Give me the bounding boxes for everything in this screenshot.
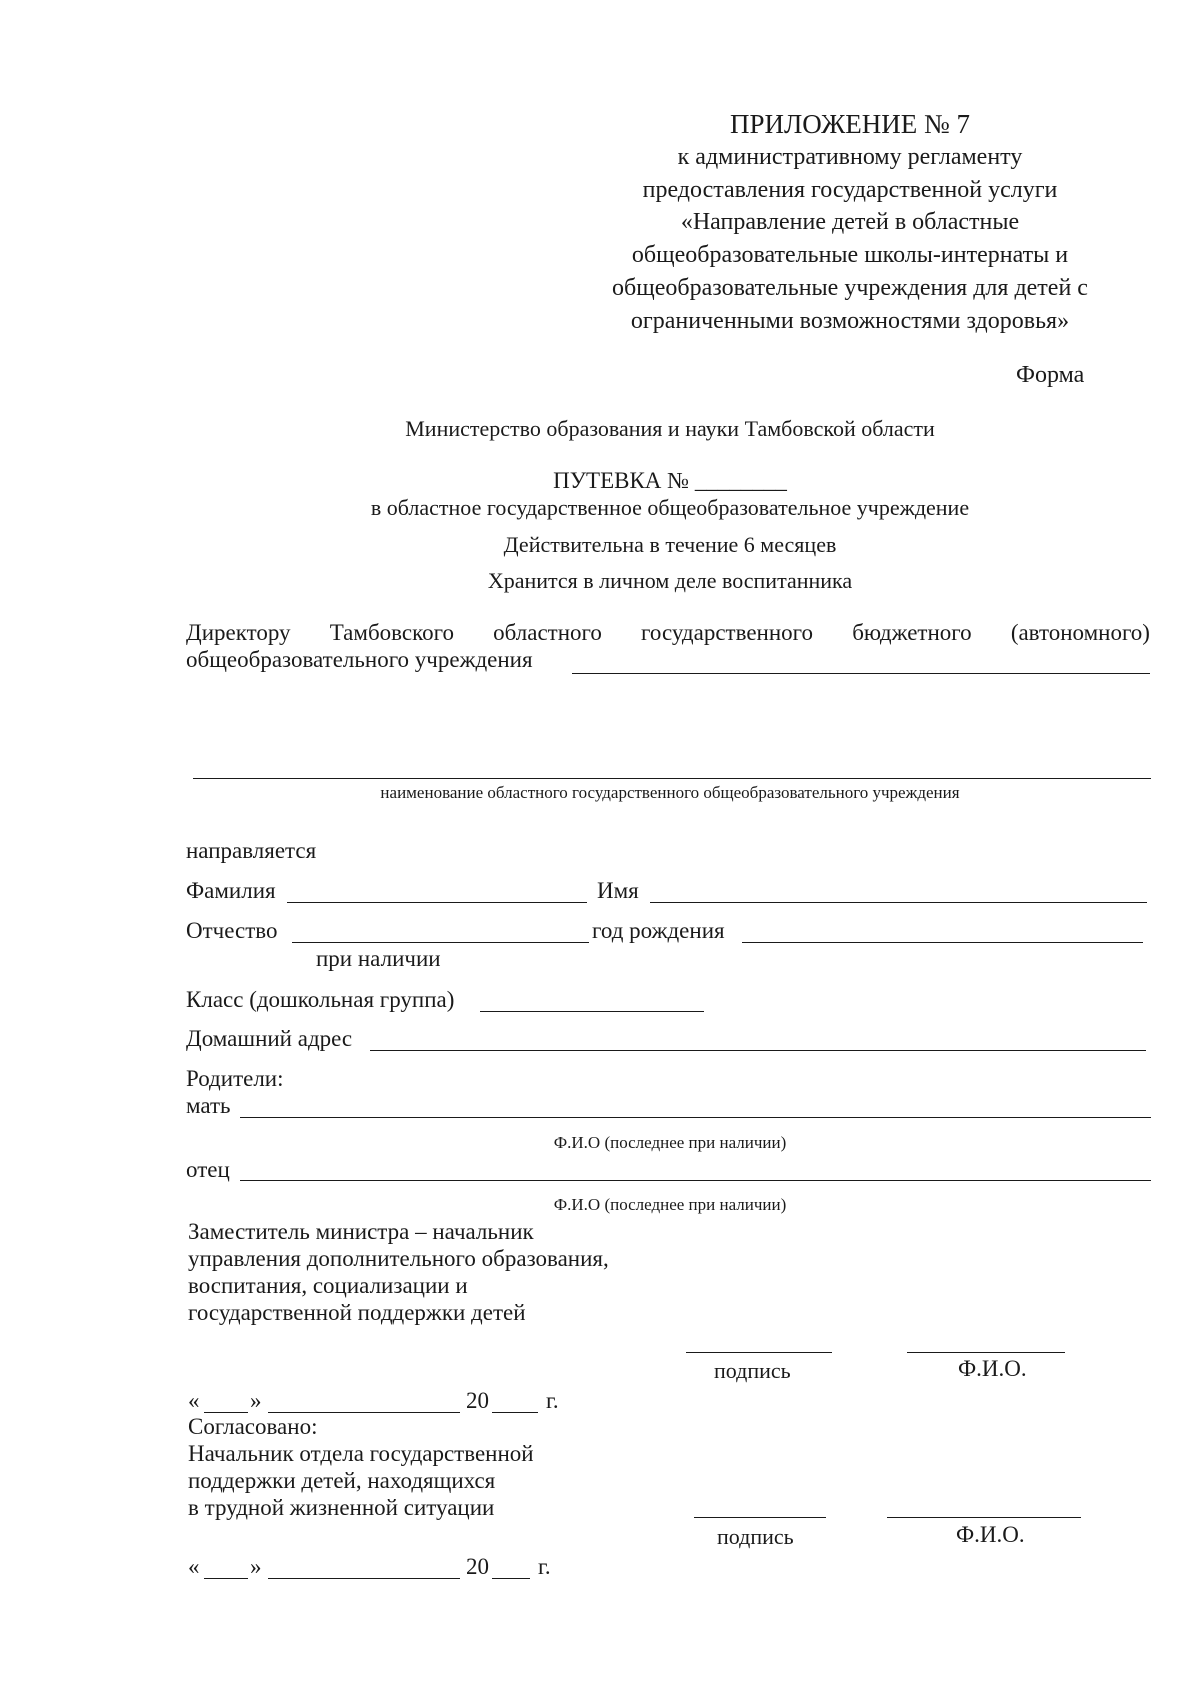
date-century: 20 [466,1388,489,1413]
institution-name-field[interactable] [193,778,1151,779]
mother-label: мать [186,1093,231,1118]
date-close-quote: » [250,1554,262,1579]
director-word: государственного [641,620,814,645]
agreed-line: Начальник отдела государственной [188,1441,534,1466]
date-month-field[interactable] [268,1412,460,1413]
director-institution-label: общеобразовательного учреждения [186,647,533,672]
director-word: областного [493,620,602,645]
voucher-number-blank: ________ [694,468,787,493]
parents-label: Родители: [186,1066,284,1091]
date-day-field[interactable] [204,1578,248,1579]
appendix-line: «Направление детей в областные [680,209,1020,236]
address-field[interactable] [370,1050,1146,1051]
agreed-label: Согласовано: [188,1414,318,1439]
deputy-fio-field[interactable] [907,1352,1065,1353]
deputy-line: Заместитель министра – начальник [188,1219,534,1244]
patronymic-label: Отчество [186,918,278,943]
surname-label: Фамилия [186,878,276,903]
voucher-validity: Действительна в течение 6 месяцев [503,532,837,557]
surname-field[interactable] [287,902,587,903]
patronymic-field[interactable] [292,942,589,943]
appendix-line: к административному регламенту [677,143,1023,170]
institution-field[interactable] [572,673,1150,674]
mother-field[interactable] [240,1117,1151,1118]
class-field[interactable] [480,1011,704,1012]
director-word: (автономного) [1010,620,1150,645]
date-open-quote: « [188,1388,200,1413]
institution-caption: наименование областного государственного общеобразовательного учреждения [380,783,960,802]
patronymic-if-any: при наличии [316,946,441,971]
appendix-line: общеобразовательные учреждения для детей с [612,274,1088,301]
agreed-signature-field[interactable] [694,1517,826,1518]
name-label: Имя [597,878,639,903]
birth-year-label: год рождения [592,918,725,943]
deputy-fio-caption: Ф.И.О. [958,1356,1027,1381]
ministry-name: Министерство образования и науки Тамбовской области [405,416,935,441]
agreed-line: в трудной жизненной ситуации [188,1495,495,1520]
father-label: отец [186,1157,230,1182]
director-word: бюджетного [852,620,972,645]
voucher-title: ПУТЕВКА № [553,468,690,493]
agreed-fio-field[interactable] [887,1517,1081,1518]
deputy-signature-caption: подпись [714,1358,791,1383]
appendix-title: ПРИЛОЖЕНИЕ № 7 [729,109,971,139]
deputy-line: воспитания, социализации и [188,1273,468,1298]
director-word: Тамбовского [329,620,454,645]
deputy-line: государственной поддержки детей [188,1300,526,1325]
address-label: Домашний адрес [186,1026,353,1051]
class-label: Класс (дошкольная группа) [186,987,455,1012]
date-year-field[interactable] [492,1412,538,1413]
appendix-line: ограниченными возможностями здоровья» [630,307,1070,334]
voucher-subtitle: в областное государственное общеобразовательное учреждение [370,495,970,520]
agreed-signature-caption: подпись [717,1524,794,1549]
father-caption: Ф.И.О (последнее при наличии) [553,1195,787,1214]
deputy-signature-field[interactable] [686,1352,832,1353]
date-close-quote: » [250,1388,262,1413]
appendix-line: предоставления государственной услуги [642,176,1058,203]
date-open-quote: « [188,1554,200,1579]
date-year-field[interactable] [492,1578,530,1579]
sent-label: направляется [186,838,317,863]
director-line [186,620,1150,646]
deputy-line: управления дополнительного образования, [188,1246,609,1271]
date-year-suffix: г. [538,1554,551,1579]
director-word: Директору [186,620,291,645]
father-field[interactable] [240,1180,1151,1181]
mother-caption: Ф.И.О (последнее при наличии) [553,1133,787,1152]
appendix-line: общеобразовательные школы-интернаты и [631,242,1069,269]
date-century: 20 [466,1554,489,1579]
agreed-fio-caption: Ф.И.О. [956,1522,1025,1547]
agreed-line: поддержки детей, находящихся [188,1468,496,1493]
voucher-title-row [170,468,1170,494]
date-year-suffix: г. [546,1388,559,1413]
voucher-storage: Хранится в личном деле воспитанника [487,568,853,593]
appendix-header [560,108,1140,338]
date-day-field[interactable] [204,1412,248,1413]
name-field[interactable] [650,902,1147,903]
birth-year-field[interactable] [742,942,1143,943]
form-label: Форма [1016,362,1085,388]
date-month-field[interactable] [268,1578,460,1579]
